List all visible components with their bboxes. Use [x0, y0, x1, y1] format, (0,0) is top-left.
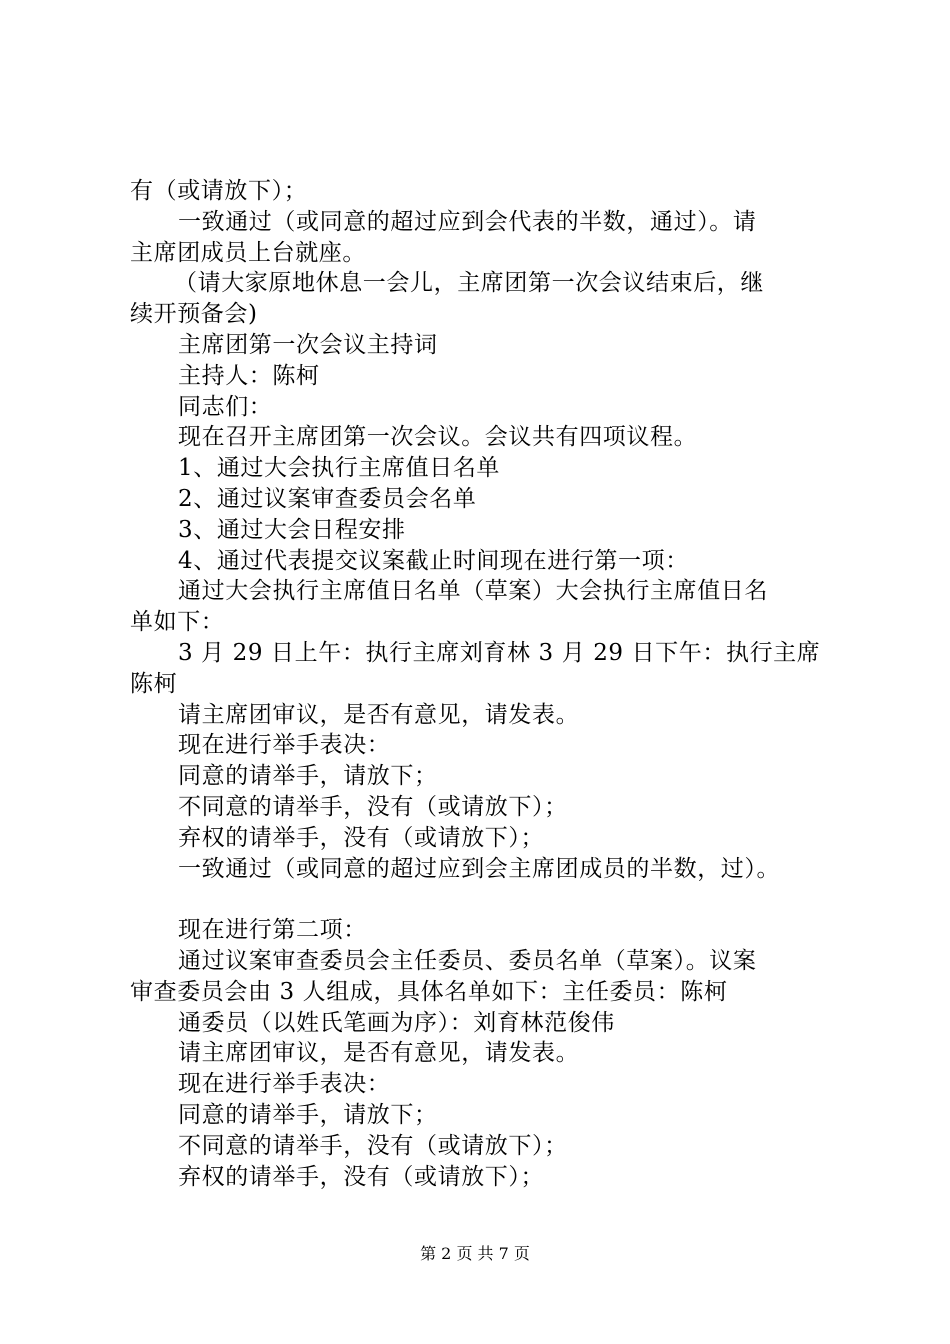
text-line: 3 月 29 日上午：执行主席刘育林 3 月 29 日下午：执行主席	[178, 639, 821, 666]
text-line: 单如下：	[130, 609, 225, 636]
text-line: 同志们：	[178, 393, 273, 420]
document-body	[130, 176, 850, 1192]
text-line: 主席团成员上台就座。	[130, 239, 366, 266]
text-line: 同意的请举手，请放下；	[178, 763, 438, 790]
text-line: 有（或请放下）；	[130, 178, 308, 204]
text-line: 4、通过代表提交议案截止时间现在进行第一项：	[178, 547, 689, 574]
text-line: 1、通过大会执行主席值日名单	[178, 455, 501, 482]
text-line: 同意的请举手，请放下；	[178, 1101, 438, 1128]
page-footer: 第 2 页 共 7 页	[420, 1244, 530, 1263]
text-line: 请主席团审议，是否有意见，请发表。	[178, 701, 580, 728]
text-line: 主持人：陈柯	[178, 362, 320, 389]
text-line	[130, 884, 850, 915]
text-line: 通委员（以姓氏笔画为序）：刘育林范俊伟	[178, 1009, 615, 1036]
text-line: 主席团第一次会议主持词	[178, 331, 438, 358]
text-line: 3、通过大会日程安排	[178, 516, 406, 543]
text-line: 弃权的请举手，没有（或请放下）；	[178, 1163, 545, 1190]
text-line: 请主席团审议，是否有意见，请发表。	[178, 1040, 580, 1067]
text-line: 一致通过（或同意的超过应到会主席团成员的半数，过）。	[178, 855, 781, 882]
text-line: 一致通过（或同意的超过应到会代表的半数，通过）。请	[178, 208, 757, 235]
text-line: 不同意的请举手，没有（或请放下）；	[178, 793, 568, 820]
text-line: 续开预备会)	[130, 301, 258, 328]
text-line: 审查委员会由 3 人组成，具体名单如下：主任委员：陈柯	[130, 978, 728, 1005]
text-line: 通过大会执行主席值日名单（草案）大会执行主席值日名	[178, 578, 768, 605]
text-line: 现在进行第二项：	[178, 917, 367, 944]
text-line: 现在进行举手表决：	[178, 1071, 391, 1098]
text-line: 现在召开主席团第一次会议。会议共有四项议程。	[178, 424, 698, 451]
text-line: 陈柯	[130, 670, 178, 697]
text-line: 2、通过议案审查委员会名单	[178, 485, 477, 512]
text-line: 弃权的请举手，没有（或请放下）；	[178, 824, 545, 851]
text-line: （请大家原地休息一会儿，主席团第一次会议结束后，继	[174, 270, 764, 297]
text-line: 通过议案审查委员会主任委员、委员名单（草案）。议案	[178, 947, 757, 974]
text-line: 不同意的请举手，没有（或请放下）；	[178, 1132, 568, 1159]
text-line: 现在进行举手表决：	[178, 732, 391, 759]
